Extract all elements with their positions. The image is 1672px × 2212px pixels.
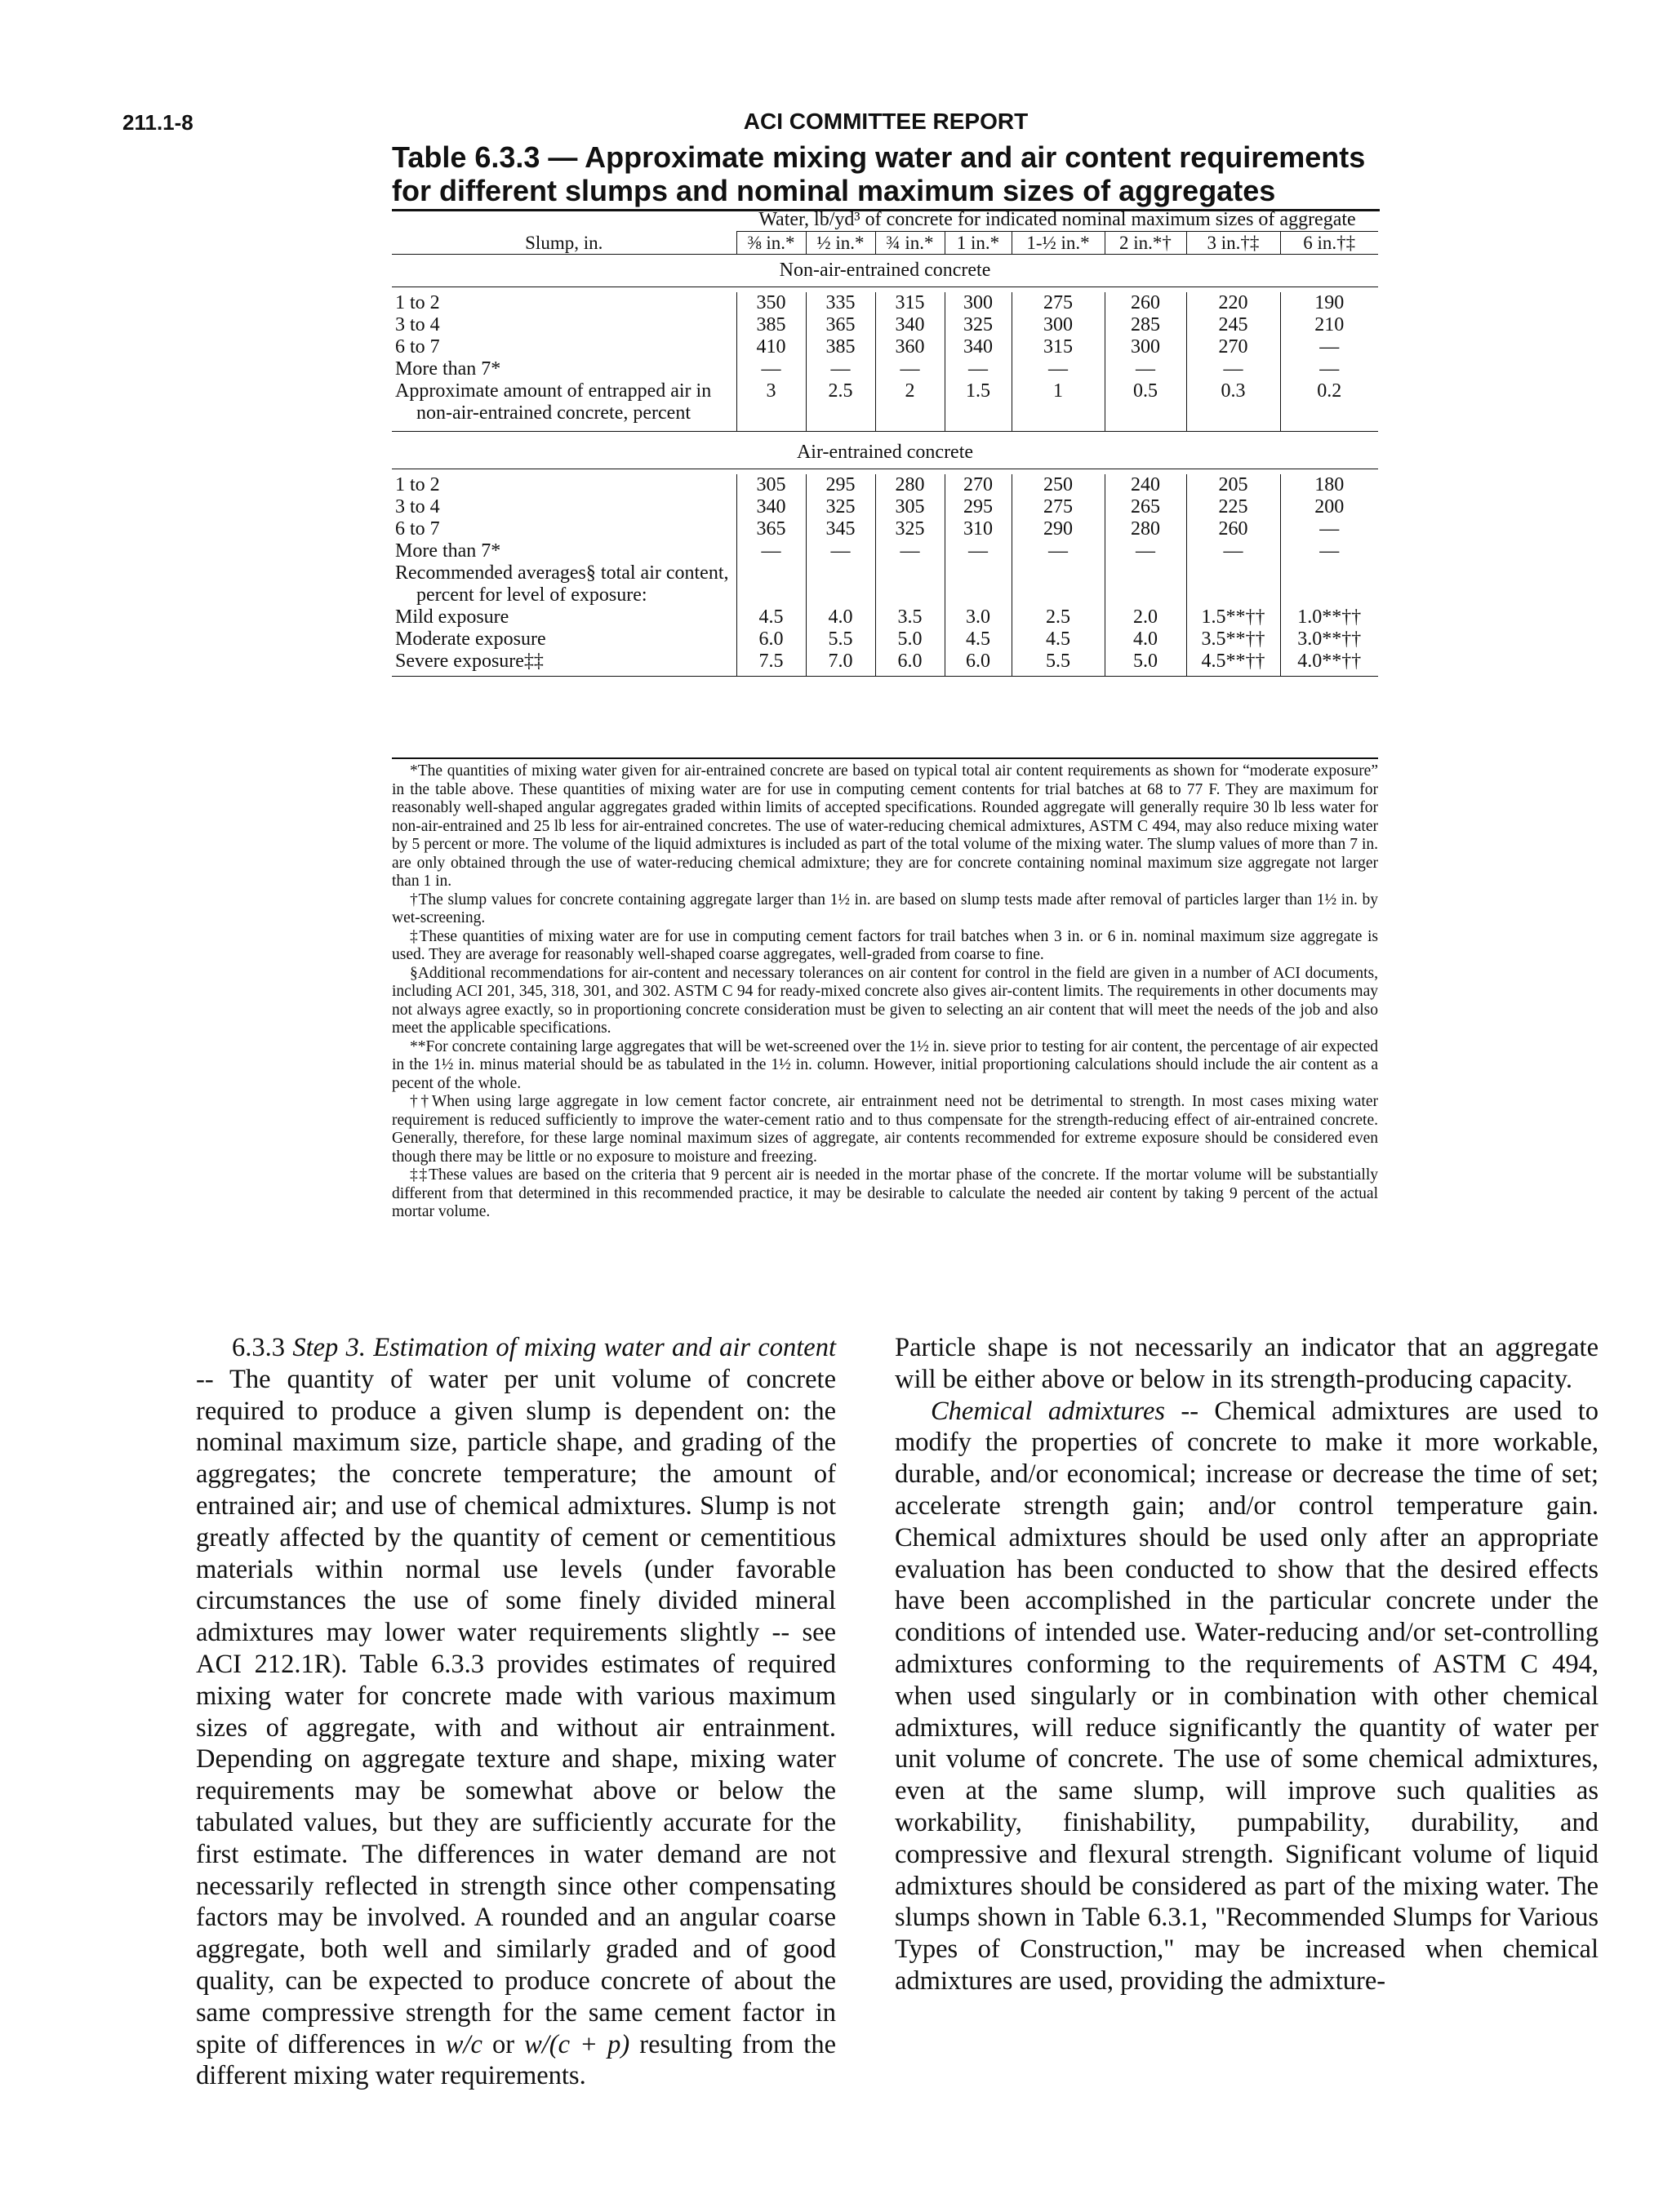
table-cell: 410	[736, 336, 806, 358]
table-cell: —	[806, 358, 875, 380]
table-cell: 245	[1186, 314, 1280, 336]
table-cell: 5.0	[1105, 651, 1186, 673]
table-cell: 305	[736, 474, 806, 496]
footnote: ‡These quantities of mixing water are for use in computing cement factors for trail batches when 3 in. or 6 in. nominal maximum size aggregate is used. They are average for reasonably well-shaped coarse aggregates, well-graded from coarse to fine.	[392, 927, 1378, 963]
table-cell: 280	[875, 474, 945, 496]
table-end-cell	[1105, 673, 1186, 677]
table-cell: 385	[736, 314, 806, 336]
row-label: 3 to 4	[395, 496, 440, 517]
table-cell: 6.0	[875, 651, 945, 673]
table-cell: 365	[806, 314, 875, 336]
table-cell: 0.5	[1105, 380, 1186, 424]
section-end-cell	[1012, 424, 1105, 432]
table-cell: 3.0	[945, 606, 1012, 629]
table-cell: 3.5**††	[1186, 629, 1280, 651]
table-cell: 5.0	[875, 629, 945, 651]
table-cell: —	[945, 358, 1012, 380]
table-end-cell	[945, 673, 1012, 677]
table-cell: —	[1012, 540, 1105, 562]
table-cell: 225	[1186, 496, 1280, 518]
table-cell: 300	[1012, 314, 1105, 336]
table-cell: 4.0	[806, 606, 875, 629]
table-cell	[806, 562, 875, 606]
table-cell: 4.5	[1012, 629, 1105, 651]
row-label: 6 to 7	[395, 336, 440, 358]
size-header: ⅜ in.*	[736, 232, 806, 255]
section-end-cell	[875, 424, 945, 432]
table-end-cell	[875, 673, 945, 677]
table-cell: —	[1280, 358, 1378, 380]
table-footnotes	[392, 757, 1378, 1222]
table-title: Table 6.3.3 — Approximate mixing water and air content requirements for different slumps and nominal maximum sizes of aggregates	[392, 140, 1380, 211]
table-cell: 1.5	[945, 380, 1012, 424]
table-cell: 310	[945, 518, 1012, 540]
row-label: 1 to 2	[395, 474, 440, 495]
table-cell: —	[1012, 358, 1105, 380]
table-cell: —	[1280, 336, 1378, 358]
table-cell	[1280, 562, 1378, 606]
row-label: More than 7*	[395, 358, 501, 380]
left-column	[196, 1332, 836, 2092]
table-cell: 295	[806, 474, 875, 496]
table-end-cell	[392, 673, 736, 677]
exposure-row	[392, 606, 1378, 629]
row-label: More than 7*	[395, 540, 501, 562]
table-cell: 0.2	[1280, 380, 1378, 424]
section-number: 6.3.3	[232, 1333, 285, 1362]
table-cell: 1.5**††	[1186, 606, 1280, 629]
table-cell: 300	[1105, 336, 1186, 358]
table-cell: 325	[875, 518, 945, 540]
table-row	[392, 540, 1378, 562]
span-header: Water, lb/yd³ of concrete for indicated nominal maximum sizes of aggregate	[736, 209, 1378, 232]
table-cell	[1186, 562, 1280, 606]
table-end-cell	[736, 673, 806, 677]
table-row	[392, 358, 1378, 380]
size-header: 1-½ in.*	[1012, 232, 1105, 255]
table-cell	[1012, 562, 1105, 606]
table-cell: —	[1280, 518, 1378, 540]
table-cell: 3.0**††	[1280, 629, 1378, 651]
table-cell: —	[806, 540, 875, 562]
table-cell: 5.5	[1012, 651, 1105, 673]
column-header-row	[392, 232, 1378, 255]
exposure-row	[392, 629, 1378, 651]
table-cell: —	[736, 540, 806, 562]
chemical-admixtures-paragraph	[895, 1396, 1599, 1997]
table-cell: 6.0	[945, 651, 1012, 673]
table-cell: 280	[1105, 518, 1186, 540]
table-end-cell	[1012, 673, 1105, 677]
section-heading-row	[392, 437, 1378, 469]
table-cell: 340	[736, 496, 806, 518]
section-heading-row	[392, 255, 1378, 287]
table-row	[392, 336, 1378, 358]
slump-header: Slump, in.	[392, 232, 736, 255]
table-cell: 335	[806, 292, 875, 314]
table-cell: 7.5	[736, 651, 806, 673]
footnote: *The quantities of mixing water given for air-entrained concrete are based on typical total air content requirements as shown for “moderate exposure” in the table above. These quantities of mixing water are for use in computing cement contents for trial batches at 68 to 77 F. They are maximum for reasonably well-shaped angular aggregates graded within limits of accepted specifications. Rounded aggregate will generally require 30 lb less water for non-air-entrained and 25 lb less for air-entrained concretes. The use of water-reducing chemical admixtures, ASTM C 494, may also reduce mixing water by 5 percent or more. The volume of the liquid admixtures is included as part of the total volume of the mixing water. The slump values of more than 7 in. are only obtained through the use of water-reducing chemical admixture; they are for concrete containing nominal maximum size aggregate not larger than 1 in.	[392, 762, 1378, 890]
table-cell: 205	[1186, 474, 1280, 496]
table-cell: 2	[875, 380, 945, 424]
table-cell	[875, 562, 945, 606]
footnote: †The slump values for concrete containing aggregate larger than 1½ in. are based on slump tests made after removal of particles larger than 1½ in. by wet-screening.	[392, 891, 1378, 926]
table-cell: 200	[1280, 496, 1378, 518]
size-header: 6 in.†‡	[1280, 232, 1378, 255]
table-end-cell	[806, 673, 875, 677]
table-cell: 3	[736, 380, 806, 424]
table-cell: 1	[1012, 380, 1105, 424]
span-header-blank	[392, 209, 736, 232]
table-row	[392, 474, 1378, 496]
table-cell: 305	[875, 496, 945, 518]
table-cell: 360	[875, 336, 945, 358]
table-cell: 340	[945, 336, 1012, 358]
table-cell: —	[1186, 358, 1280, 380]
section-end-cell	[1280, 424, 1378, 432]
table-cell: 2.5	[806, 380, 875, 424]
span-header-row	[392, 209, 1378, 232]
footnote: ††When using large aggregate in low cement factor concrete, air entrainment need not be detrimental to strength. In most cases mixing water requirement is reduced sufficiently to improve the water-cement ratio and to thus compensate for the strength-reducing effect of air-entrained concrete. Generally, therefore, for these large nominal maximum sizes of aggregate, air contents recommended for extreme exposure should be considered even though there may be little or no exposure to moisture and freezing.	[392, 1093, 1378, 1166]
table-cell: 1.0**††	[1280, 606, 1378, 629]
table-cell	[736, 562, 806, 606]
table-cell: —	[1105, 540, 1186, 562]
chemical-admixtures-heading: Chemical admixtures	[931, 1396, 1166, 1426]
table-cell: 0.3	[1186, 380, 1280, 424]
table-cell: —	[875, 540, 945, 562]
section-end-cell	[1105, 424, 1186, 432]
table-end-cell	[1186, 673, 1280, 677]
table-cell: 275	[1012, 292, 1105, 314]
table-cell: 325	[806, 496, 875, 518]
table-cell: 270	[945, 474, 1012, 496]
table-row	[392, 314, 1378, 336]
table-cell: 265	[1105, 496, 1186, 518]
table-cell: 180	[1280, 474, 1378, 496]
table-cell: 210	[1280, 314, 1378, 336]
footnote: ‡‡These values are based on the criteria that 9 percent air is needed in the mortar phase of the concrete. If the mortar volume will be substantially different from that determined in this recommended practice, it may be desirable to calculate the needed air content by taking 9 percent of the actual mortar volume.	[392, 1166, 1378, 1220]
recommended-air-row	[392, 562, 1378, 606]
data-table	[392, 209, 1378, 677]
row-label: Moderate exposure	[395, 629, 546, 650]
table-cell: 325	[945, 314, 1012, 336]
step3-tail: resulting from the different mixing water requirements.	[196, 2029, 836, 2091]
particle-shape-paragraph: Particle shape is not necessarily an indicator that an aggregate will be either above or below in its strength-producing capacity.	[895, 1333, 1599, 1394]
table-cell: 4.5	[945, 629, 1012, 651]
table-cell: —	[736, 358, 806, 380]
section-end-cell	[736, 424, 806, 432]
table-row	[392, 292, 1378, 314]
row-label: Approximate amount of entrapped air in non-air-entrained concrete, percent	[395, 380, 712, 424]
mixing-water-table	[392, 209, 1378, 677]
table-cell: —	[1105, 358, 1186, 380]
footnote: §Additional recommendations for air-content and necessary tolerances on air content for control in the field are given in a number of ACI documents, including ACI 201, 345, 318, 301, and 302. ASTM C 94 for ready-mixed concrete also gives air-content limits. The requirements in other documents may not always agree exactly, so in proportioning concrete consideration must be given to selecting an air content that will meet the needs of the job and also meet the applicable specifications.	[392, 964, 1378, 1037]
table-cell: 260	[1186, 518, 1280, 540]
section-end-row	[392, 424, 1378, 432]
section-end-cell	[806, 424, 875, 432]
table-cell: —	[1186, 540, 1280, 562]
section-end-cell	[1186, 424, 1280, 432]
table-cell: 2.0	[1105, 606, 1186, 629]
section-heading: Air-entrained concrete	[392, 437, 1378, 469]
row-label: 1 to 2	[395, 292, 440, 313]
table-cell: —	[945, 540, 1012, 562]
wcp-ratio: w/(c + p)	[524, 2029, 630, 2059]
table-cell: 295	[945, 496, 1012, 518]
section-heading: Non-air-entrained concrete	[392, 255, 1378, 287]
table-cell: 7.0	[806, 651, 875, 673]
table-cell: 270	[1186, 336, 1280, 358]
table-cell: 5.5	[806, 629, 875, 651]
row-label: Recommended averages§ total air content, percent for level of exposure:	[395, 562, 729, 606]
row-label: 6 to 7	[395, 518, 440, 540]
table-cell: 290	[1012, 518, 1105, 540]
page-number: 211.1-8	[122, 110, 193, 135]
chemical-admixtures-text: -- Chemical admixtures are used to modify the properties of concrete to make it more workable, durable, and/or economical; increase or decrease the time of set; accelerate strength gain; and/or control temperature gain. Chemical admixtures should be used only after an appropriate evaluation has been conducted to show that the desired effects have been accomplished in the particular concrete under the conditions of intended use. Water-reducing and/or set-controlling admixtures conforming to the requirements of ASTM C 494, when used singularly or in combination with other chemical admixtures, will reduce significantly the quantity of water per unit volume of concrete. The use of some chemical admixtures, even at the same slump, will improve such qualities as workability, finishability, pumpability, durability, and compressive and flexural strength. Significant volume of liquid admixtures should be considered as part of the mixing water. The slumps shown in Table 6.3.1, "Recommended Slumps for Various Types of Construction," may be increased when chemical admixtures are used, providing the admixture-	[895, 1396, 1599, 1996]
section-heading: Step 3. Estimation of mixing water and air content	[292, 1333, 836, 1362]
section-end-cell	[392, 424, 736, 432]
table-cell: 285	[1105, 314, 1186, 336]
table-cell: 385	[806, 336, 875, 358]
table-cell: 6.0	[736, 629, 806, 651]
table-cell: 315	[875, 292, 945, 314]
row-label: Mild exposure	[395, 606, 509, 628]
table-cell: 220	[1186, 292, 1280, 314]
or-text: or	[482, 2029, 525, 2059]
table-cell: 300	[945, 292, 1012, 314]
step3-paragraph	[196, 1332, 836, 2092]
size-header: 1 in.*	[945, 232, 1012, 255]
size-header: ¾ in.*	[875, 232, 945, 255]
table-cell: 250	[1012, 474, 1105, 496]
table-end-row	[392, 673, 1378, 677]
table-cell: 4.0	[1105, 629, 1186, 651]
table-cell: 350	[736, 292, 806, 314]
entrapped-air-row	[392, 380, 1378, 424]
row-label: Severe exposure‡‡	[395, 651, 544, 672]
table-cell: 4.5**††	[1186, 651, 1280, 673]
table-cell: 4.5	[736, 606, 806, 629]
table-row	[392, 496, 1378, 518]
table-cell	[1105, 562, 1186, 606]
exposure-row	[392, 651, 1378, 673]
wc-ratio: w/c	[445, 2029, 482, 2059]
table-row	[392, 518, 1378, 540]
table-cell: 3.5	[875, 606, 945, 629]
size-header: ½ in.*	[806, 232, 875, 255]
row-label: 3 to 4	[395, 314, 440, 335]
right-column	[895, 1332, 1599, 1997]
table-cell	[945, 562, 1012, 606]
table-cell: 340	[875, 314, 945, 336]
section-end-cell	[945, 424, 1012, 432]
table-cell: 240	[1105, 474, 1186, 496]
table-body	[392, 209, 1378, 677]
table-cell: 4.0**††	[1280, 651, 1378, 673]
table-cell: 365	[736, 518, 806, 540]
table-cell: 275	[1012, 496, 1105, 518]
size-header: 2 in.*†	[1105, 232, 1186, 255]
running-head: ACI COMMITTEE REPORT	[743, 109, 1029, 134]
table-cell: —	[1280, 540, 1378, 562]
size-header: 3 in.†‡	[1186, 232, 1280, 255]
step3-text: -- The quantity of water per unit volume of concrete required to produce a given slump is dependent on: the nominal maximum size, particle shape, and grading of the aggregates; the concrete temperature; the amount of entrained air; and use of chemical admixtures. Slump is not greatly affected by the quantity of cement or cementitious materials within normal use levels (under favorable circumstances the use of some finely divided mineral admixtures may lower water requirements slightly -- see ACI 212.1R). Table 6.3.3 provides estimates of required mixing water for concrete made with various maximum sizes of aggregate, with and without air entrainment. Depending on aggregate texture and shape, mixing water requirements may be somewhat above or below the tabulated values, but they are sufficiently accurate for the first estimate. The differences in water demand are not necessarily reflected in strength since other compensating factors may be involved. A rounded and an angular coarse aggregate, both well and similarly graded and of good quality, can be expected to produce concrete of about the same compressive strength for the same cement factor in spite of differences in	[196, 1364, 836, 2059]
table-cell: 260	[1105, 292, 1186, 314]
table-cell: 190	[1280, 292, 1378, 314]
table-end-cell	[1280, 673, 1378, 677]
footnote: **For concrete containing large aggregates that will be wet-screened over the 1½ in. sieve prior to testing for air content, the percentage of air expected in the 1½ in. minus material should be as tabulated in the 1½ in. column. However, initial proportioning calculations should include the air content as a pecent of the whole.	[392, 1037, 1378, 1092]
table-cell: 2.5	[1012, 606, 1105, 629]
table-cell: —	[875, 358, 945, 380]
table-cell: 345	[806, 518, 875, 540]
table-cell: 315	[1012, 336, 1105, 358]
